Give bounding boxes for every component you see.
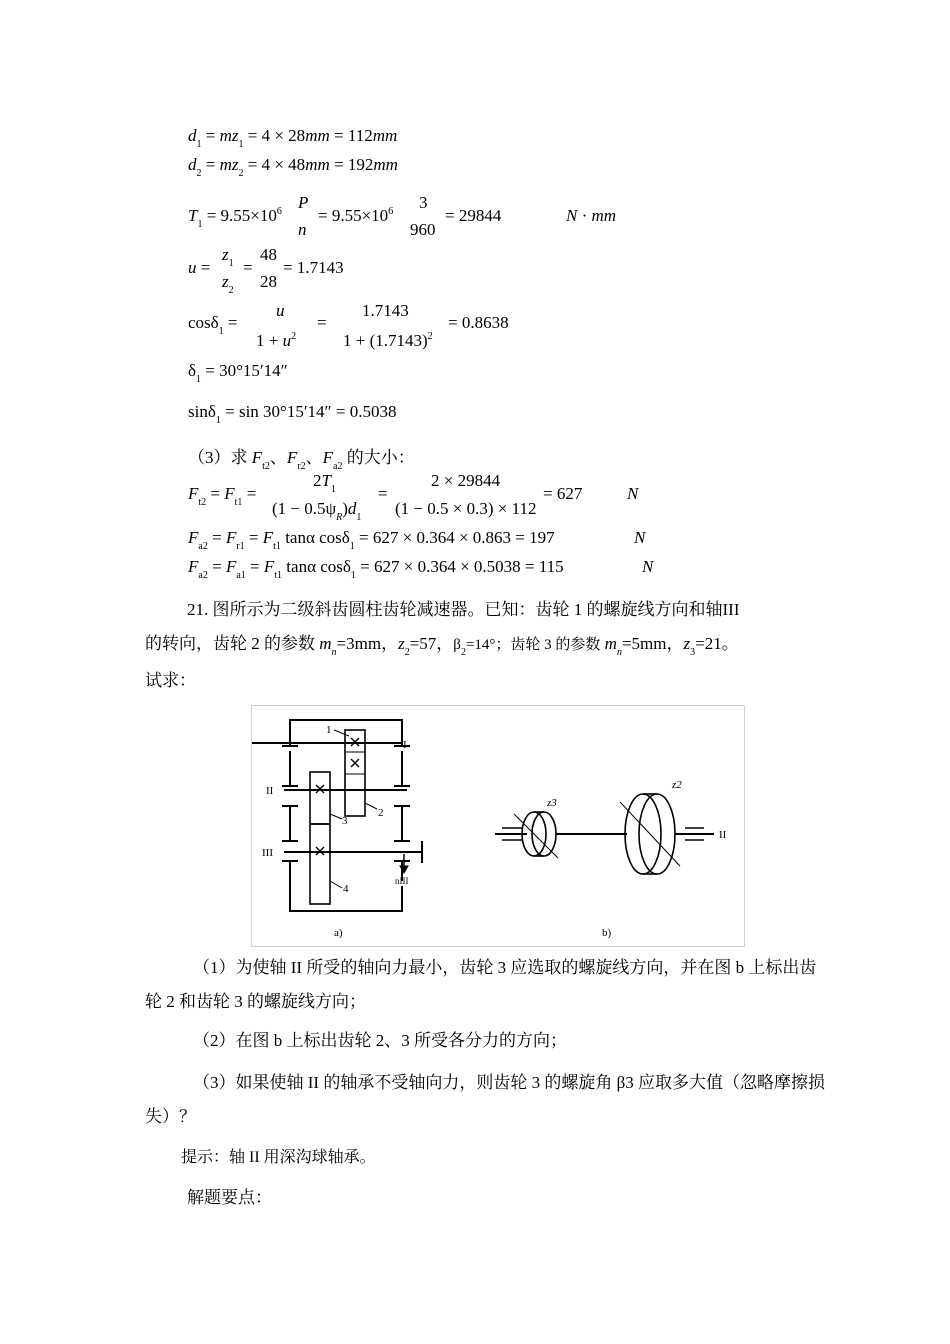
label-fig-b: b)	[602, 927, 612, 939]
question-2: （2）在图 b 上标出齿轮 2、3 所受各分力的方向；	[193, 1031, 567, 1050]
question-3: （3）如果使轴 II 的轴承不受轴向力，则齿轮 3 的螺旋角 β3 应取多大值（忽略摩擦损失）？	[145, 1073, 825, 1126]
formula-u-render: u =	[188, 258, 211, 277]
intro-line-2: 的转向，齿轮 2 的参数 $m_n=3mm$，$z_2=57$，$\beta_2=14^\circ$；齿轮 3 的参数 $m_n=5mm$，$z_3=21$。	[145, 634, 739, 658]
step3-heading: （3）求 $F_{t2}$、$F_{r2}$、$F_{a2}$ 的大小：	[188, 448, 415, 472]
formula-sin-delta-render: sinδ$_1$ = sin 30°15′14″ = 0.5038	[188, 402, 397, 426]
formula-delta-render: $\delta_1 = 30^\circ 15'14''$	[188, 361, 288, 385]
hint: 提示：轴 II 用深沟球轴承。	[181, 1149, 376, 1166]
formula-T1-render: $T_1 = 9.55\times 10^6$	[188, 206, 282, 230]
label-fig-a: a)	[334, 927, 343, 939]
label-shaft-II: II	[266, 785, 274, 797]
label-gear-4: 4	[343, 883, 349, 895]
label-shaft-I: I	[403, 739, 407, 751]
intro-line-3: 试求：	[145, 671, 196, 690]
label-gear-2: 2	[378, 807, 384, 819]
question-1: （1）为使轴 II 所受的轴向力最小，齿轮 3 应选取的螺旋线方向，并在图 b 上标出齿轮 2 和齿轮 3 的螺旋线方向；	[145, 958, 817, 1011]
label-gear-3: 3	[342, 815, 348, 827]
gear-reducer-figure	[251, 705, 745, 947]
label-z2: z2	[672, 779, 682, 791]
figure-svg	[252, 706, 744, 946]
formula-cos-delta-render: cosδ$_1$ =	[188, 313, 238, 337]
problem-intro	[145, 593, 825, 698]
label-gear-1: 1	[326, 724, 332, 736]
intro-line-1: 21. 图所示为二级斜齿圆柱齿轮减速器。已知：齿轮 1 的螺旋线方向和轴III	[187, 600, 740, 619]
formula-d1-render: $d_1 = mz_1 = 4 \times 28mm = 112mm$	[188, 126, 398, 150]
label-b-shaft-II: II	[719, 829, 727, 841]
formula-Ft2-render: $F_{t2} = F_{t1}$ =	[188, 484, 257, 508]
formula-Fa2-render: $F_{a2} = F_{r1} = F_{t1}$ tanα cosδ$_1$ = 627 × 0.364 × 0.863 = 197	[188, 528, 555, 552]
label-n-III: nIII	[395, 876, 409, 886]
label-shaft-III: III	[262, 847, 273, 859]
answer-heading: 解题要点：	[187, 1188, 272, 1207]
formula-d2-render: $d_2 = mz_2 = 4 \times 48mm = 192mm$	[188, 155, 398, 179]
formula-Fr2-render: $F_{a2} = F_{a1} = F_{t1}$ tanα cosδ$_1$ = 627 × 0.364 × 0.5038 = 115	[188, 557, 564, 581]
label-z3: z3	[547, 797, 557, 809]
